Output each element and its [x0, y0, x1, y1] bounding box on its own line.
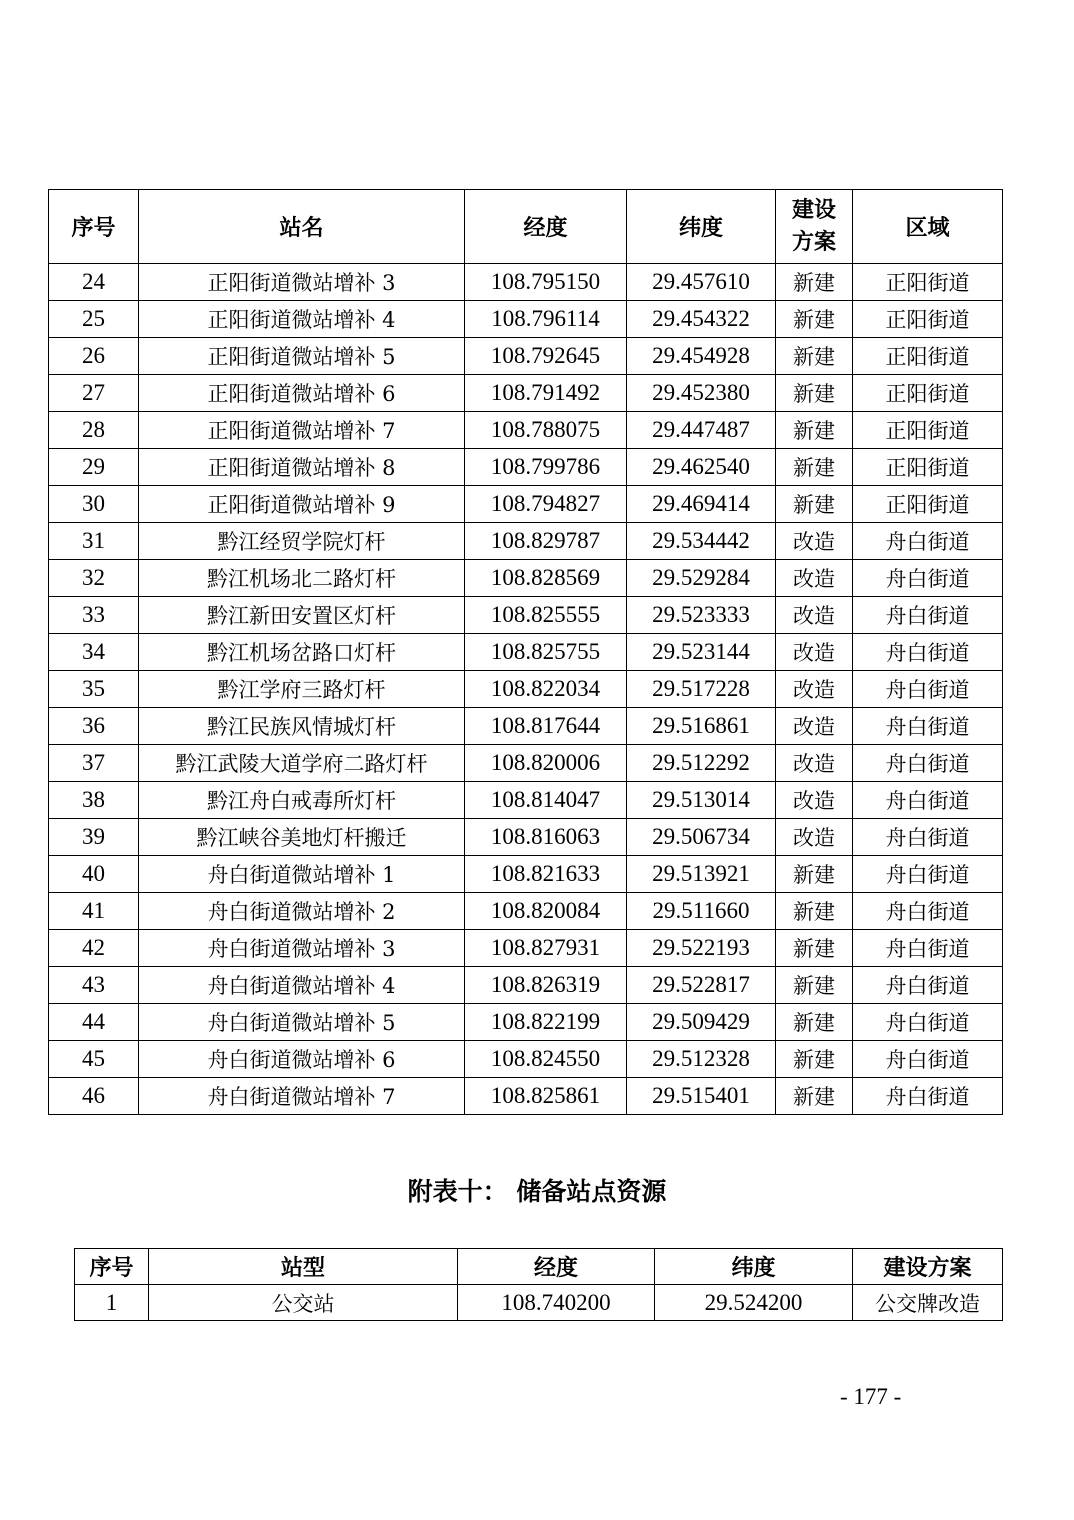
cell-index: 32 [49, 560, 139, 597]
cell-longitude: 108.817644 [465, 708, 627, 745]
cell-latitude: 29.512328 [627, 1041, 776, 1078]
page-number: - 177 - [840, 1384, 902, 1409]
cell-plan: 新建 [776, 375, 853, 412]
cell-latitude: 29.457610 [627, 264, 776, 301]
cell-index: 25 [49, 301, 139, 338]
cell-index: 33 [49, 597, 139, 634]
cell-name: 黔江民族风情城灯杆 [139, 708, 465, 745]
reserve-header-row [75, 1249, 1003, 1285]
cell-area: 舟白街道 [853, 560, 1003, 597]
cell-plan: 改造 [776, 819, 853, 856]
cell-latitude: 29.524200 [655, 1285, 853, 1321]
cell-area: 舟白街道 [853, 634, 1003, 671]
cell-longitude: 108.820084 [465, 893, 627, 930]
header-longitude: 经度 [465, 190, 627, 264]
cell-longitude: 108.740200 [458, 1285, 655, 1321]
station-table [48, 189, 1003, 1115]
cell-index: 35 [49, 671, 139, 708]
cell-index: 1 [75, 1285, 149, 1321]
cell-area: 正阳街道 [853, 301, 1003, 338]
cell-area: 舟白街道 [853, 1078, 1003, 1115]
table-row [49, 782, 1003, 819]
cell-latitude: 29.506734 [627, 819, 776, 856]
cell-index: 24 [49, 264, 139, 301]
cell-longitude: 108.795150 [465, 264, 627, 301]
cell-index: 28 [49, 412, 139, 449]
cell-area: 正阳街道 [853, 338, 1003, 375]
header-latitude: 纬度 [627, 190, 776, 264]
cell-latitude: 29.529284 [627, 560, 776, 597]
cell-name: 黔江新田安置区灯杆 [139, 597, 465, 634]
cell-area: 舟白街道 [853, 597, 1003, 634]
cell-latitude: 29.515401 [627, 1078, 776, 1115]
cell-area: 正阳街道 [853, 412, 1003, 449]
cell-name: 舟白街道微站增补 2 [139, 893, 465, 930]
cell-name: 正阳街道微站增补 3 [139, 264, 465, 301]
cell-index: 30 [49, 486, 139, 523]
cell-name: 正阳街道微站增补 5 [139, 338, 465, 375]
table-row [49, 856, 1003, 893]
cell-plan: 公交牌改造 [853, 1285, 1003, 1321]
cell-plan: 改造 [776, 671, 853, 708]
cell-name: 舟白街道微站增补 3 [139, 930, 465, 967]
table-row [49, 930, 1003, 967]
cell-name: 舟白街道微站增补 5 [139, 1004, 465, 1041]
table-row [49, 708, 1003, 745]
cell-area: 舟白街道 [853, 967, 1003, 1004]
table-row [49, 375, 1003, 412]
cell-type: 公交站 [149, 1285, 458, 1321]
table-row [49, 634, 1003, 671]
header-plan-line1: 建设 [791, 197, 836, 223]
cell-index: 44 [49, 1004, 139, 1041]
cell-index: 37 [49, 745, 139, 782]
cell-name: 正阳街道微站增补 9 [139, 486, 465, 523]
cell-plan: 新建 [776, 1041, 853, 1078]
header-area: 区域 [853, 190, 1003, 264]
table-row [49, 1041, 1003, 1078]
cell-name: 舟白街道微站增补 4 [139, 967, 465, 1004]
cell-name: 黔江峡谷美地灯杆搬迁 [139, 819, 465, 856]
cell-longitude: 108.799786 [465, 449, 627, 486]
cell-index: 42 [49, 930, 139, 967]
cell-longitude: 108.827931 [465, 930, 627, 967]
cell-plan: 新建 [776, 449, 853, 486]
table-row [49, 671, 1003, 708]
table-row [49, 412, 1003, 449]
cell-plan: 新建 [776, 1004, 853, 1041]
cell-plan: 改造 [776, 745, 853, 782]
cell-plan: 改造 [776, 634, 853, 671]
cell-latitude: 29.523144 [627, 634, 776, 671]
table-row [49, 523, 1003, 560]
header-name: 站名 [139, 190, 465, 264]
reserve-header-longitude: 经度 [458, 1249, 655, 1285]
cell-longitude: 108.825861 [465, 1078, 627, 1115]
cell-name: 黔江机场岔路口灯杆 [139, 634, 465, 671]
cell-latitude: 29.469414 [627, 486, 776, 523]
header-index: 序号 [49, 190, 139, 264]
cell-longitude: 108.825755 [465, 634, 627, 671]
cell-plan: 新建 [776, 893, 853, 930]
cell-index: 40 [49, 856, 139, 893]
cell-latitude: 29.513921 [627, 856, 776, 893]
cell-plan: 改造 [776, 708, 853, 745]
cell-area: 舟白街道 [853, 930, 1003, 967]
cell-area: 舟白街道 [853, 671, 1003, 708]
appendix-title: 附表十： 储备站点资源 [407, 1177, 667, 1206]
cell-index: 31 [49, 523, 139, 560]
cell-area: 舟白街道 [853, 819, 1003, 856]
cell-name: 舟白街道微站增补 7 [139, 1078, 465, 1115]
reserve-table [74, 1248, 1003, 1321]
cell-plan: 改造 [776, 523, 853, 560]
cell-index: 27 [49, 375, 139, 412]
cell-index: 46 [49, 1078, 139, 1115]
cell-latitude: 29.452380 [627, 375, 776, 412]
cell-name: 正阳街道微站增补 7 [139, 412, 465, 449]
header-plan-line2: 方案 [791, 229, 836, 255]
cell-latitude: 29.516861 [627, 708, 776, 745]
cell-latitude: 29.513014 [627, 782, 776, 819]
cell-index: 38 [49, 782, 139, 819]
table-row [49, 597, 1003, 634]
table-row [49, 338, 1003, 375]
table-header-row [49, 190, 1003, 264]
cell-area: 舟白街道 [853, 745, 1003, 782]
cell-longitude: 108.792645 [465, 338, 627, 375]
cell-index: 45 [49, 1041, 139, 1078]
cell-area: 舟白街道 [853, 1041, 1003, 1078]
reserve-header-type: 站型 [149, 1249, 458, 1285]
reserve-header-plan: 建设方案 [853, 1249, 1003, 1285]
table-row [49, 301, 1003, 338]
cell-name: 舟白街道微站增补 6 [139, 1041, 465, 1078]
cell-area: 舟白街道 [853, 856, 1003, 893]
cell-name: 黔江武陵大道学府二路灯杆 [139, 745, 465, 782]
table-row [49, 745, 1003, 782]
cell-index: 39 [49, 819, 139, 856]
cell-name: 正阳街道微站增补 6 [139, 375, 465, 412]
cell-name: 正阳街道微站增补 4 [139, 301, 465, 338]
cell-longitude: 108.822199 [465, 1004, 627, 1041]
cell-latitude: 29.454928 [627, 338, 776, 375]
cell-plan: 新建 [776, 301, 853, 338]
cell-latitude: 29.523333 [627, 597, 776, 634]
table-row [49, 486, 1003, 523]
cell-latitude: 29.511660 [627, 893, 776, 930]
table-row [49, 893, 1003, 930]
cell-plan: 新建 [776, 264, 853, 301]
cell-latitude: 29.522193 [627, 930, 776, 967]
cell-latitude: 29.522817 [627, 967, 776, 1004]
cell-name: 舟白街道微站增补 1 [139, 856, 465, 893]
table-row [49, 967, 1003, 1004]
cell-area: 正阳街道 [853, 375, 1003, 412]
cell-longitude: 108.794827 [465, 486, 627, 523]
reserve-header-index: 序号 [75, 1249, 149, 1285]
table-row [49, 560, 1003, 597]
cell-longitude: 108.796114 [465, 301, 627, 338]
cell-longitude: 108.829787 [465, 523, 627, 560]
cell-area: 正阳街道 [853, 486, 1003, 523]
cell-index: 34 [49, 634, 139, 671]
cell-plan: 改造 [776, 597, 853, 634]
reserve-table-row [75, 1285, 1003, 1321]
cell-latitude: 29.534442 [627, 523, 776, 560]
cell-latitude: 29.447487 [627, 412, 776, 449]
cell-plan: 新建 [776, 856, 853, 893]
reserve-table-body [75, 1285, 1003, 1321]
cell-longitude: 108.814047 [465, 782, 627, 819]
cell-plan: 新建 [776, 412, 853, 449]
cell-plan: 新建 [776, 486, 853, 523]
cell-longitude: 108.821633 [465, 856, 627, 893]
cell-plan: 改造 [776, 782, 853, 819]
cell-plan: 新建 [776, 930, 853, 967]
cell-index: 43 [49, 967, 139, 1004]
cell-area: 舟白街道 [853, 523, 1003, 560]
cell-plan: 改造 [776, 560, 853, 597]
cell-area: 正阳街道 [853, 264, 1003, 301]
cell-latitude: 29.509429 [627, 1004, 776, 1041]
cell-area: 舟白街道 [853, 708, 1003, 745]
cell-area: 正阳街道 [853, 449, 1003, 486]
cell-longitude: 108.822034 [465, 671, 627, 708]
reserve-header-latitude: 纬度 [655, 1249, 853, 1285]
cell-latitude: 29.454322 [627, 301, 776, 338]
cell-longitude: 108.791492 [465, 375, 627, 412]
cell-longitude: 108.825555 [465, 597, 627, 634]
cell-index: 41 [49, 893, 139, 930]
table-row [49, 819, 1003, 856]
cell-area: 舟白街道 [853, 893, 1003, 930]
cell-name: 黔江经贸学院灯杆 [139, 523, 465, 560]
cell-index: 29 [49, 449, 139, 486]
cell-area: 舟白街道 [853, 1004, 1003, 1041]
cell-latitude: 29.512292 [627, 745, 776, 782]
cell-latitude: 29.517228 [627, 671, 776, 708]
cell-latitude: 29.462540 [627, 449, 776, 486]
cell-name: 黔江舟白戒毒所灯杆 [139, 782, 465, 819]
cell-plan: 新建 [776, 1078, 853, 1115]
table-row [49, 449, 1003, 486]
table-row [49, 1078, 1003, 1115]
cell-name: 黔江学府三路灯杆 [139, 671, 465, 708]
cell-longitude: 108.826319 [465, 967, 627, 1004]
table-body [49, 264, 1003, 1115]
cell-index: 36 [49, 708, 139, 745]
table-row [49, 1004, 1003, 1041]
cell-plan: 新建 [776, 338, 853, 375]
table-row [49, 264, 1003, 301]
cell-longitude: 108.788075 [465, 412, 627, 449]
cell-longitude: 108.816063 [465, 819, 627, 856]
cell-longitude: 108.828569 [465, 560, 627, 597]
cell-name: 正阳街道微站增补 8 [139, 449, 465, 486]
header-plan [776, 190, 853, 264]
cell-plan: 新建 [776, 967, 853, 1004]
cell-name: 黔江机场北二路灯杆 [139, 560, 465, 597]
cell-index: 26 [49, 338, 139, 375]
cell-area: 舟白街道 [853, 782, 1003, 819]
cell-longitude: 108.824550 [465, 1041, 627, 1078]
cell-longitude: 108.820006 [465, 745, 627, 782]
